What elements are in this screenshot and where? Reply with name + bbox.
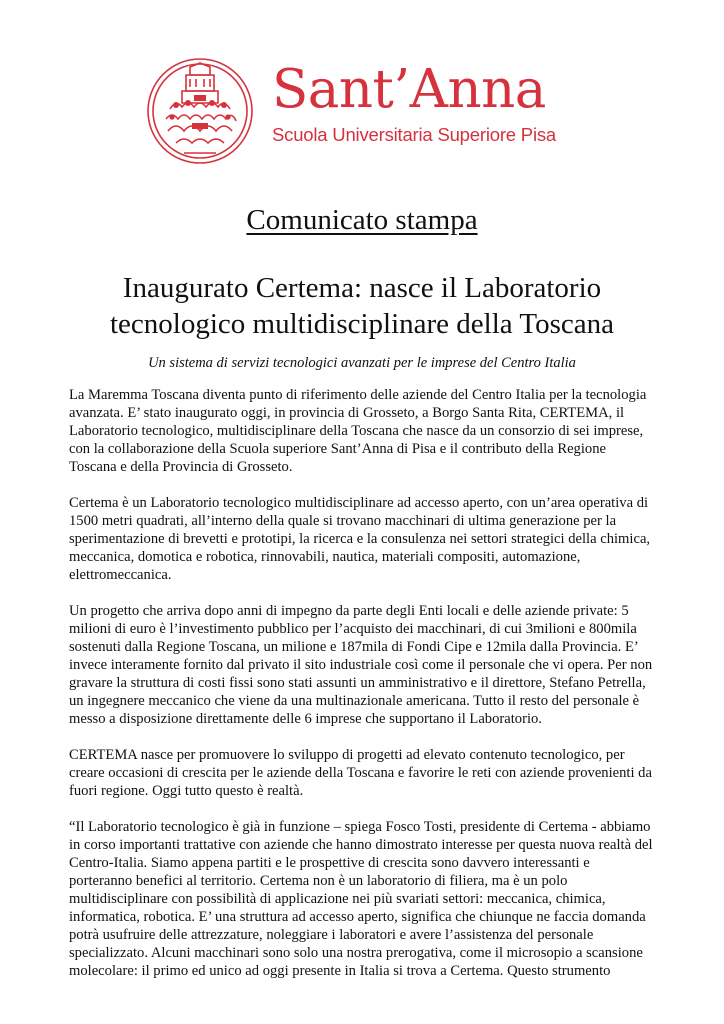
brand-subtitle: Scuola Universitaria Superiore Pisa: [272, 124, 556, 145]
text-line: multidisciplinare con possibilità di applicazione nei più svariati settori: meccanica, chimica,: [69, 891, 606, 907]
text-line: milioni di euro è l’investimento pubblico per l’acquisto dei macchinari, di cui 3milioni e 800mila: [69, 621, 637, 637]
text-line: invece interamente fornito dal privato il sito industriale così come il personale che vi opera. Per non: [69, 657, 653, 673]
headline-line: Inaugurato Certema: nasce il Laboratorio: [122, 272, 602, 304]
text-line: informatica, robotica. E’ una struttura ad accesso aperto, significa che chiunque ne faccia domanda: [69, 909, 646, 925]
text-line: Certema è un Laboratorio tecnologico multidisciplinare ad accesso aperto, con un’area operativa di: [69, 495, 649, 511]
text-line: specializzato. Alcuni macchinari sono solo una nostra prerogativa, come il microsopio a scansione: [69, 945, 643, 961]
brand-block: [272, 60, 572, 146]
text-line: gravare la struttura di costi fissi sono stati assunti un amministrativo e il direttore, Stefano Petrella,: [69, 675, 646, 691]
text-line: un ingegnere meccanico che viene da una multinazionale americana. Tutto il resto del personale è: [69, 693, 640, 709]
text-line: elettromeccanica.: [69, 567, 172, 583]
text-line: CERTEMA nasce per promuovere lo sviluppo di progetti ad elevato contenuto tecnologico, per: [69, 747, 625, 763]
paragraph: [69, 386, 689, 476]
text-line: fuori regione. Oggi tutto questo è realtà.: [69, 783, 304, 799]
paragraph: [69, 602, 689, 728]
text-line: 1500 metri quadrati, all’interno della quale si trovano macchinari di ultima generazione per la: [69, 513, 617, 529]
text-line: Centro-Italia. Siamo appena partiti e le prospettive di crescita sono davvero interessanti e: [69, 855, 590, 871]
body-text: [69, 386, 689, 998]
text-line: in corso importanti trattative con aziende che hanno dimostrato interesse per questa nuova realtà del: [69, 837, 653, 853]
press-release-subtitle: Un sistema di servizi tecnologici avanzati per le imprese del Centro Italia: [148, 355, 576, 371]
paragraph: [69, 818, 689, 980]
paragraph: [69, 746, 689, 800]
text-line: meccanica, domotica e robotica, rinnovabili, nautica, materiali compositi, automazione,: [69, 549, 581, 565]
brand-name: Sant’Anna: [272, 59, 546, 120]
headline-line: tecnologico multidisciplinare della Toscana: [110, 308, 614, 340]
university-seal-logo: [146, 57, 254, 165]
text-line: avanzata. E’ stato inaugurato oggi, in provincia di Grosseto, a Borgo Santa Rita, CERTEMA, il: [69, 405, 625, 421]
text-line: messo a disposizione direttamente delle 6 imprese che supportano il Laboratorio.: [69, 711, 542, 727]
text-line: sperimentazione di brevetti e prototipi, la ricerca e la consulenza nei settori strategici della chimica,: [69, 531, 651, 547]
text-line: porteranno benefici al territorio. Certema non è un laboratorio di filiera, ma è un polo: [69, 873, 568, 889]
text-line: con la collaborazione della Scuola superiore Sant’Anna di Pisa e il contributo della Regione: [69, 441, 606, 457]
text-line: La Maremma Toscana diventa punto di riferimento delle aziende del Centro Italia per la tecnologia: [69, 387, 647, 403]
text-line: creare occasioni di crescita per le aziende della Toscana e favorire le reti con aziende provenienti da: [69, 765, 652, 781]
text-line: sostenuti dalla Regione Toscana, un milione e 187mila di Fondi Cipe e 12mila dalla Provincia. E’: [69, 639, 639, 655]
text-line: Laboratorio tecnologico, multidisciplinare della Toscana che nasce da un consorzio di sei imprese,: [69, 423, 644, 439]
paragraph: [69, 494, 689, 584]
text-line: Un progetto che arriva dopo anni di impegno da parte degli Enti locali e delle aziende private: 5: [69, 603, 629, 619]
document-type-heading: Comunicato stampa: [246, 204, 478, 236]
text-line: potrà usufruire delle attrezzature, noleggiare i laboratori e avere l’assistenza del personale: [69, 927, 594, 943]
text-line: molecolare: il primo ed unico ad oggi presente in Italia si trova a Certema. Questo strumento: [69, 963, 611, 979]
text-line: Toscana e della Provincia di Grosseto.: [69, 459, 293, 475]
text-line: “Il Laboratorio tecnologico è già in funzione – spiega Fosco Tosti, presidente di Certema - abbiamo: [69, 819, 651, 835]
press-release-headline: [60, 270, 664, 342]
